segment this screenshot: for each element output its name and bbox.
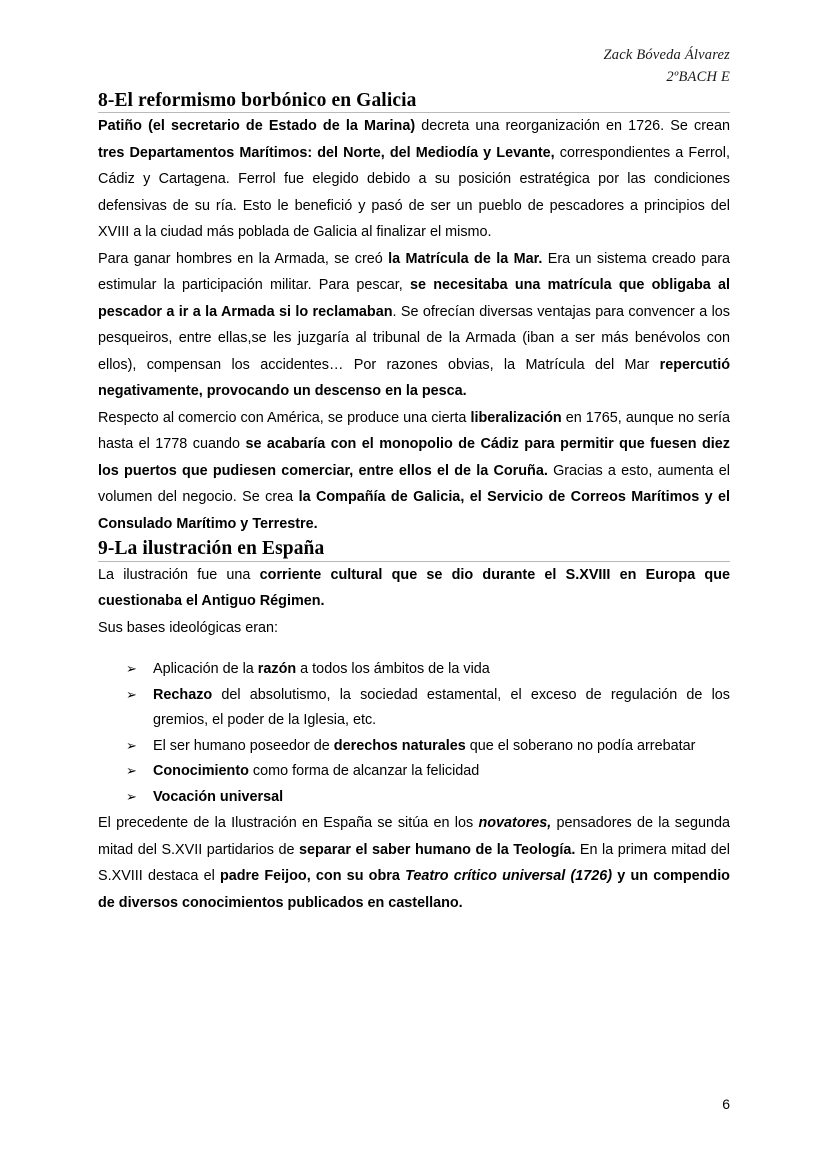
list-item-text xyxy=(153,683,730,734)
arrow-bullet-icon: ➢ xyxy=(126,789,137,805)
text-run: la Compañía de Galicia, el Servicio de Correos Marítimos y el Consulado Marítimo y Terrestre. xyxy=(98,489,731,532)
text-run: novatores, xyxy=(478,815,552,832)
text-run: Conocimiento xyxy=(153,763,249,780)
text-run: en 1765, aunque no sería hasta el 1778 cuando xyxy=(98,409,731,453)
text-run: decreta una reorganización en 1726. Se crean xyxy=(415,118,730,135)
text-run: Sus bases ideológicas eran: xyxy=(98,619,278,636)
paragraph-ilustracion-1 xyxy=(98,562,730,615)
text-run: El ser humano poseedor de xyxy=(153,737,334,754)
section-heading-8: 8-El reformismo borbónico en Galicia xyxy=(98,89,417,111)
text-run: liberalización xyxy=(470,409,562,426)
paragraph-bases-lead xyxy=(98,615,730,642)
text-run: Patiño (el secretario de Estado de la Marina) xyxy=(98,118,416,135)
text-run: En la primera mitad del S.XVIII destaca el xyxy=(98,841,730,885)
text-run: pensadores de la segunda mitad del S.XVII partidarios de xyxy=(98,815,730,858)
text-run: se acabaría con el monopolio de Cádiz para permitir que fuesen diez los puertos que pudiesen comerciar, entre ellos el de la Coruña. xyxy=(98,436,731,479)
text-run: del absolutismo, la sociedad estamental, el exceso de regulación de los gremios, el poder de la Iglesia, etc. xyxy=(153,686,730,729)
list-item xyxy=(126,759,730,785)
text-run: Rechazo xyxy=(153,686,213,703)
list-item-text xyxy=(153,657,730,683)
text-run: razón xyxy=(257,661,297,678)
text-run: y un compendio de diversos conocimientos publicados en castellano. xyxy=(98,868,730,911)
list-item-text xyxy=(153,785,730,811)
header-course: 2ºBACH E xyxy=(666,69,730,86)
text-run: Vocación universal xyxy=(153,788,284,805)
text-run: Aplicación de la xyxy=(153,661,258,678)
ideological-bases-list xyxy=(98,657,730,810)
text-run: derechos naturales xyxy=(333,737,466,754)
text-run: corriente cultural que se dio durante el S.XVIII en Europa que cuestionaba el Antiguo Régimen. xyxy=(98,566,730,610)
text-run: correspondientes a Ferrol, Cádiz y Cartagena. Ferrol fue elegido debido a su posición estratégica por las condiciones defensivas de su ría. Esto le benefició y pasó de ser un pueblo de pescadores a principios del XVIII a la ciudad más poblada de Galicia al finalizar el mismo. xyxy=(98,144,730,241)
text-run: Para ganar hombres en la Armada, se creó xyxy=(98,250,389,267)
text-run: El precedente de la Ilustración en España se sitúa en los xyxy=(98,815,479,832)
arrow-bullet-icon: ➢ xyxy=(126,687,137,703)
list-item xyxy=(126,785,730,811)
list-item xyxy=(126,657,730,683)
text-run: Respecto al comercio con América, se produce una cierta xyxy=(98,409,471,426)
section-heading-9: 9-La ilustración en España xyxy=(98,538,325,560)
text-run: la Matrícula de la Mar. xyxy=(388,250,543,267)
text-run: La ilustración fue una xyxy=(98,566,260,583)
paragraph-novatores xyxy=(98,810,730,916)
list-item xyxy=(126,734,730,760)
text-run: a todos los ámbitos de la vida xyxy=(296,661,490,678)
page-content xyxy=(98,0,730,916)
document-header xyxy=(98,0,730,89)
text-run: se necesitaba una matrícula que obligaba al pescador a ir a la Armada si lo reclamaban xyxy=(98,277,730,320)
text-run: Era un sistema creado para estimular la participación militar. Para pescar, xyxy=(98,250,731,294)
text-run: padre Feijoo, con su obra xyxy=(219,868,406,885)
header-author: Zack Bóveda Álvarez xyxy=(603,47,730,63)
list-item-text xyxy=(153,759,730,785)
text-run: separar el saber humano de la Teología. xyxy=(299,841,576,858)
text-run: . Se ofrecían diversas ventajas para convencer a los pesqueiros, entre ellas,se les juzgaría al tribunal de la Armada (iban a ser más benévolos con ellos), compensan los accidentes… Por razones obvias, la Matrícula del Mar xyxy=(98,303,730,373)
paragraph-reformismo-3 xyxy=(98,405,730,538)
text-run: tres Departamentos Marítimos: del Norte, del Mediodía y Levante, xyxy=(98,144,555,161)
text-run: como forma de alcanzar la felicidad xyxy=(248,763,480,780)
text-run: Gracias a esto, aumenta el volumen del negocio. Se crea xyxy=(98,462,730,506)
text-run: Teatro crítico universal (1726) xyxy=(405,868,613,885)
arrow-bullet-icon: ➢ xyxy=(126,764,137,780)
paragraph-reformismo-2 xyxy=(98,246,730,405)
text-run: repercutió negativamente, provocando un descenso en la pesca. xyxy=(98,356,730,400)
arrow-bullet-icon: ➢ xyxy=(126,662,137,678)
page-number: 6 xyxy=(722,1096,730,1112)
arrow-bullet-icon: ➢ xyxy=(126,738,137,754)
list-item-text xyxy=(153,734,730,760)
text-run: que el soberano no podía arrebatar xyxy=(465,737,696,754)
paragraph-reformismo-1 xyxy=(98,113,730,246)
list-item xyxy=(126,683,730,734)
